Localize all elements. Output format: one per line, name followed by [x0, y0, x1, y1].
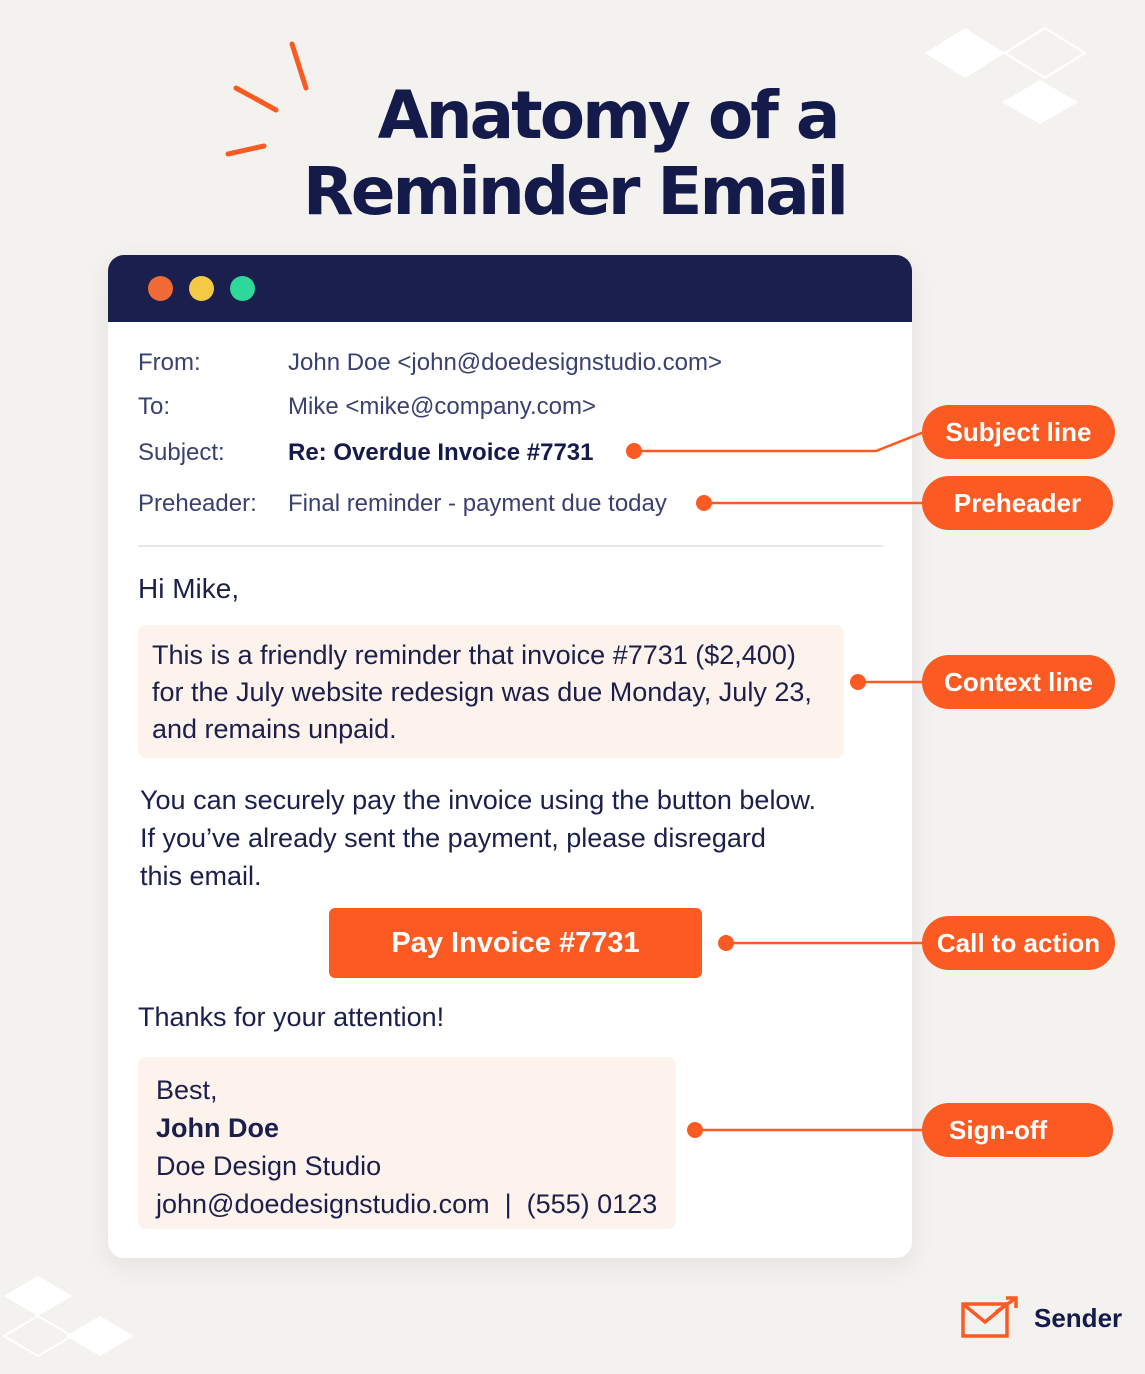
window-maximize-dot-icon[interactable]: [230, 276, 255, 301]
context-line-1: This is a friendly reminder that invoice #7731 ($2,400): [152, 640, 796, 670]
window-titlebar: [108, 255, 912, 322]
diamond-pattern-bottom: [0, 1272, 150, 1367]
context-box: [138, 625, 844, 758]
to-value: Mike <mike@company.com>: [288, 393, 597, 420]
body-paragraph: [140, 781, 860, 895]
signoff-box: [138, 1057, 676, 1229]
signoff-company: Doe Design Studio: [156, 1151, 382, 1181]
from-value: John Doe <john@doedesignstudio.com>: [288, 349, 722, 376]
signoff-name: John Doe: [156, 1113, 280, 1143]
body-line-3: this email.: [140, 861, 262, 891]
body-line-2: If you’ve already sent the payment, please disregard: [140, 823, 766, 853]
preheader-label-pill: Preheader: [922, 476, 1113, 530]
to-label: To:: [138, 393, 171, 420]
sign-off-label: Sign-off: [922, 1103, 1113, 1157]
pay-invoice-button[interactable]: Pay Invoice #7731: [329, 908, 702, 978]
context-line-label: Context line: [922, 655, 1115, 709]
body-line-1: You can securely pay the invoice using the button below.: [140, 785, 816, 815]
window-minimize-dot-icon[interactable]: [189, 276, 214, 301]
context-line-3: and remains unpaid.: [152, 714, 397, 744]
header-divider: [138, 545, 883, 547]
sender-logo: [960, 1296, 1122, 1340]
email-window: [108, 255, 912, 1258]
title-line-1: Anatomy of a: [377, 77, 838, 154]
subject-value: Re: Overdue Invoice #7731: [288, 439, 594, 466]
preheader-value: Final reminder - payment due today: [288, 490, 667, 517]
title-line-2: Reminder Email: [302, 153, 847, 230]
logo-text: Sender: [1034, 1302, 1123, 1333]
thanks-line: Thanks for your attention!: [138, 1002, 445, 1032]
envelope-arrow-icon: [960, 1296, 1020, 1340]
subject-line-label: Subject line: [922, 405, 1115, 459]
call-to-action-label: Call to action: [922, 916, 1115, 970]
from-label: From:: [138, 349, 201, 376]
context-line-2: for the July website redesign was due Monday, July 23,: [152, 677, 812, 707]
page-title: [0, 78, 1145, 230]
signoff-closing: Best,: [156, 1075, 218, 1105]
subject-label: Subject:: [138, 439, 225, 466]
preheader-label: Preheader:: [138, 490, 257, 517]
signoff-contact[interactable]: john@doedesignstudio.com | (555) 0123: [156, 1189, 658, 1219]
window-close-dot-icon[interactable]: [148, 276, 173, 301]
greeting: Hi Mike,: [138, 573, 240, 604]
